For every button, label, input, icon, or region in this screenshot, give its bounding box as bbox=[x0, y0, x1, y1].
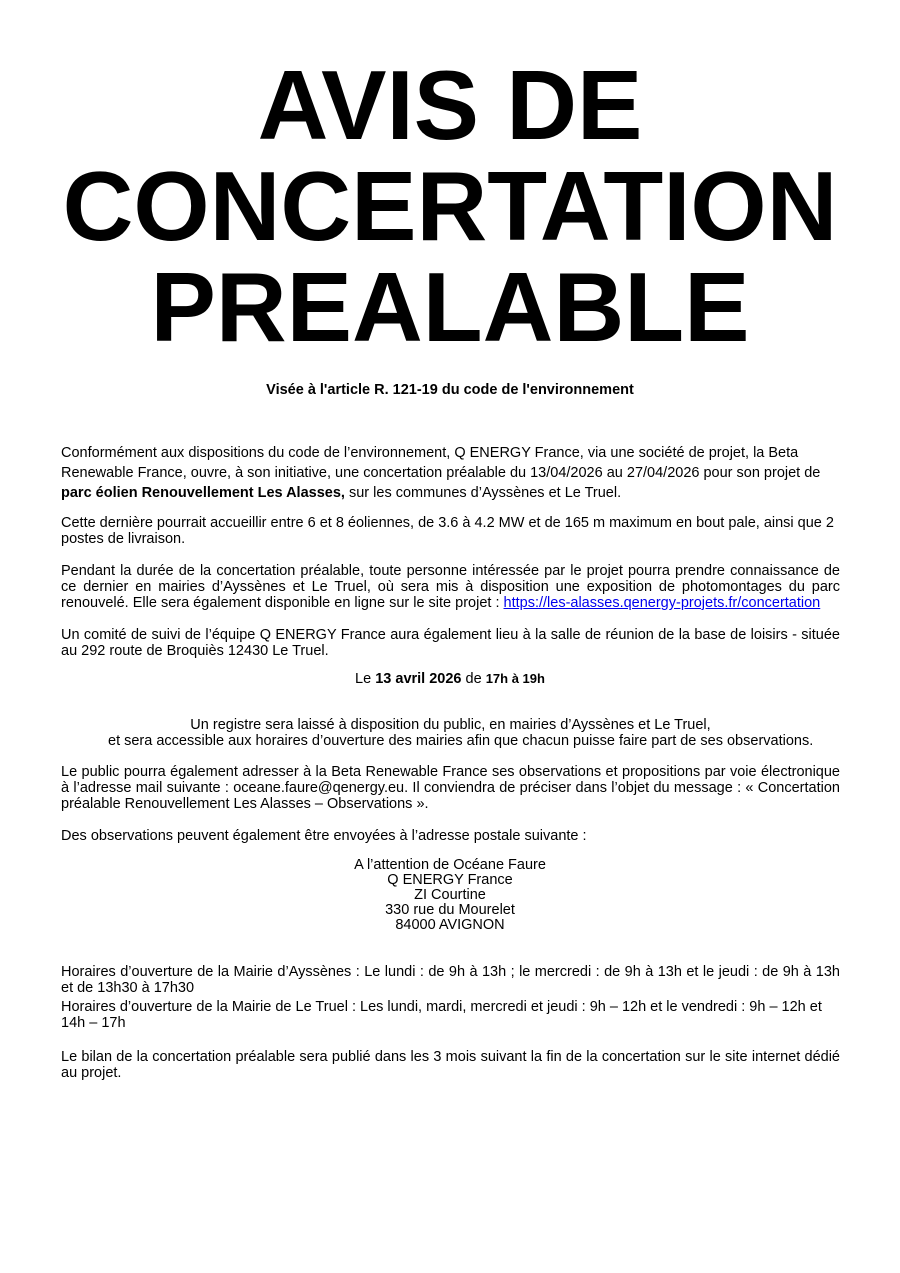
email-paragraph: Le public pourra également adresser à la Beta Renewable France ses observations et propositions par voie électronique à l’adresse mail suivante : oceane.faure@qenergy.eu. Il conviendra de préciser dans l’objet du message : « Concertation préalable Renouvellement Les Alasses – Observations ». bbox=[61, 764, 840, 812]
register-line-2: et sera accessible aux horaires d’ouverture des mairies afin que chacun puisse faire part de ses observations. bbox=[108, 733, 814, 749]
title-line-1: AVIS DE bbox=[257, 50, 643, 160]
project-website-link[interactable]: https://les-alasses.qenergy-projets.fr/concertation bbox=[503, 595, 821, 611]
address-line-2: Q ENERGY France bbox=[387, 872, 513, 888]
intro-paragraph bbox=[61, 443, 840, 503]
title-line-3: PREALABLE bbox=[150, 252, 750, 362]
meeting-date: 13 avril 2026 bbox=[375, 671, 462, 687]
hours-ayssenes: Horaires d’ouverture de la Mairie d’Ayssènes : Le lundi : de 9h à 13h ; le mercredi : de 9h à 13h et le jeudi : de 9h à 13h et de 13h30 à 17h30 bbox=[61, 964, 840, 996]
hours-le-truel: Horaires d’ouverture de la Mairie de Le Truel : Les lundi, mardi, mercredi et jeudi : 9h – 12h et le vendredi : 9h – 12h et 14h – 17h bbox=[61, 999, 822, 1031]
address-line-5: 84000 AVIGNON bbox=[395, 917, 505, 933]
register-paragraph bbox=[61, 717, 840, 749]
duration-paragraph bbox=[61, 563, 840, 611]
subtitle: Visée à l'article R. 121-19 du code de l'environnement bbox=[266, 382, 634, 398]
capacity-paragraph: Cette dernière pourrait accueillir entre 6 et 8 éoliennes, de 3.6 à 4.2 MW et de 165 m maximum en bout pale, ainsi que 2 postes de livraison. bbox=[61, 515, 834, 547]
intro-communes: sur les communes d’Ayssènes et Le Truel. bbox=[344, 485, 622, 501]
committee-paragraph: Un comité de suivi de l’équipe Q ENERGY France aura également lieu à la salle de réunion de la base de loisirs - située au 292 route de Broquiès 12430 Le Truel. bbox=[61, 627, 840, 659]
postal-intro: Des observations peuvent également être envoyées à l’adresse postale suivante : bbox=[61, 828, 587, 844]
address-line-4: 330 rue du Mourelet bbox=[385, 902, 515, 918]
address-line-3: ZI Courtine bbox=[414, 887, 486, 903]
meeting-mid: de bbox=[461, 671, 486, 687]
address-line-1: A l’attention de Océane Faure bbox=[354, 857, 546, 873]
postal-address bbox=[0, 858, 900, 933]
meeting-time: 17h à 19h bbox=[485, 671, 545, 686]
duration-text: Pendant la durée de la concertation préalable, toute personne intéressée par le projet pourra prendre connaissance de ce dernier en mairies d’Ayssènes et Le Truel, où sera mis à disposition une exposition de photomontages du parc renouvelé. Elle sera également disponible en ligne sur le site projet : bbox=[61, 563, 840, 611]
register-line-1: Un registre sera laissé à disposition du public, en mairies d’Ayssènes et Le Truel, bbox=[190, 717, 711, 733]
intro-text: Conformément aux dispositions du code de l’environnement, Q ENERGY France, via une société de projet, la Beta Renewable France, ouvre, à son initiative, une concertation préalable du 13/04/2026 au 27/04/2026 pour son projet de bbox=[61, 445, 821, 481]
conclusion-paragraph: Le bilan de la concertation préalable sera publié dans les 3 mois suivant la fin de la concertation sur le site internet dédié au projet. bbox=[61, 1049, 840, 1081]
title-line-2: CONCERTATION bbox=[62, 151, 838, 261]
meeting-date-line bbox=[0, 671, 900, 687]
project-name: parc éolien Renouvellement Les Alasses, bbox=[61, 485, 345, 501]
meeting-prefix: Le bbox=[355, 671, 376, 687]
